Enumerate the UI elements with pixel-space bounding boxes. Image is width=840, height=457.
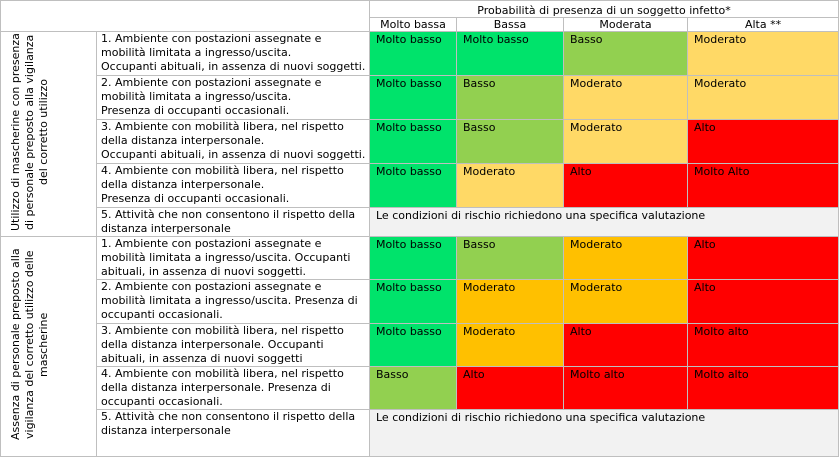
risk-cell-molto-basso: Molto basso bbox=[370, 32, 457, 76]
risk-cell-moderato: Moderato bbox=[564, 280, 688, 324]
risk-cell-alto: Alto bbox=[564, 324, 688, 367]
table-row bbox=[1, 75, 839, 120]
risk-cell-basso: Basso bbox=[457, 237, 564, 280]
section-label: Assenza di personale preposto alla vigilanza del corretto utilizzo delle mascherine bbox=[8, 248, 50, 441]
risk-cell-molto-basso: Molto basso bbox=[370, 75, 457, 120]
risk-cell-basso: Basso bbox=[457, 120, 564, 164]
risk-cell-alto: Alto bbox=[688, 237, 839, 280]
scenario-description: 1. Ambiente con postazioni assegnate e mobilità limitata a ingresso/uscita. Occupanti abituali, in assenza di nuovi soggetti. bbox=[97, 32, 370, 76]
risk-cell-alto: Alto bbox=[688, 120, 839, 164]
table-row bbox=[1, 324, 839, 367]
section-label: Utilizzo di mascherine con presenza di personale preposto alla vigilanza del corretto utilizzo bbox=[8, 33, 50, 231]
scenario-description: 3. Ambiente con mobilità libera, nel rispetto della distanza interpersonale. Occupanti abituali, in assenza di nuovi soggetti. bbox=[97, 120, 370, 164]
table-row bbox=[1, 32, 839, 76]
section-label-cell bbox=[1, 237, 97, 457]
scenario-description: 2. Ambiente con postazioni assegnate e mobilità limitata a ingresso/uscita. Presenza di occupanti occasionali. bbox=[97, 280, 370, 324]
column-header-moderata: Moderata bbox=[564, 18, 688, 32]
table-row bbox=[1, 367, 839, 410]
risk-cell-basso: Basso bbox=[564, 32, 688, 76]
risk-cell-moderato-light: Moderato bbox=[564, 120, 688, 164]
risk-cell-alto: Molto alto bbox=[564, 367, 688, 410]
probability-header: Probabilità di presenza di un soggetto infetto* bbox=[370, 1, 839, 18]
column-header-bassa: Bassa bbox=[457, 18, 564, 32]
table-row bbox=[1, 410, 839, 457]
risk-cell-alto: Alto bbox=[564, 163, 688, 207]
table-row bbox=[1, 207, 839, 236]
risk-cell-alto: Molto alto bbox=[688, 324, 839, 367]
scenario-description: 1. Ambiente con postazioni assegnate e mobilità limitata a ingresso/uscita. Occupanti abituali, in assenza di nuovi soggetti. bbox=[97, 237, 370, 280]
risk-cell-molto-basso: Molto basso bbox=[370, 237, 457, 280]
table-row bbox=[1, 237, 839, 280]
evaluation-note: Le condizioni di rischio richiedono una specifica valutazione bbox=[370, 410, 839, 457]
risk-cell-moderato-light: Moderato bbox=[688, 75, 839, 120]
table-row bbox=[1, 280, 839, 324]
risk-cell-molto-basso: Molto basso bbox=[370, 163, 457, 207]
risk-cell-molto-basso: Molto basso bbox=[370, 324, 457, 367]
risk-cell-alto: Alto bbox=[688, 280, 839, 324]
risk-cell-moderato-light: Moderato bbox=[688, 32, 839, 76]
risk-cell-molto-basso: Molto basso bbox=[457, 32, 564, 76]
scenario-description: 5. Attività che non consentono il rispetto della distanza interpersonale bbox=[97, 410, 370, 457]
risk-cell-moderato: Moderato bbox=[457, 280, 564, 324]
scenario-description: 3. Ambiente con mobilità libera, nel rispetto della distanza interpersonale. Occupanti abituali, in assenza di nuovi soggetti bbox=[97, 324, 370, 367]
risk-cell-alto: Alto bbox=[457, 367, 564, 410]
table-row bbox=[1, 163, 839, 207]
scenario-description: 2. Ambiente con postazioni assegnate e mobilità limitata a ingresso/uscita. Presenza di occupanti occasionali. bbox=[97, 75, 370, 120]
risk-cell-alto: Molto alto bbox=[688, 367, 839, 410]
risk-cell-basso: Basso bbox=[457, 75, 564, 120]
risk-cell-moderato: Moderato bbox=[457, 324, 564, 367]
corner-empty-cell bbox=[1, 1, 370, 32]
column-header-molto-bassa: Molto bassa bbox=[370, 18, 457, 32]
risk-cell-basso: Basso bbox=[370, 367, 457, 410]
column-header-alta: Alta ** bbox=[688, 18, 839, 32]
scenario-description: 4. Ambiente con mobilità libera, nel rispetto della distanza interpersonale. Presenza di occupanti occasionali. bbox=[97, 367, 370, 410]
risk-cell-moderato-light: Moderato bbox=[564, 75, 688, 120]
scenario-description: 5. Attività che non consentono il rispetto della distanza interpersonale bbox=[97, 207, 370, 236]
risk-cell-molto-basso: Molto basso bbox=[370, 120, 457, 164]
section-label-cell bbox=[1, 32, 97, 237]
scenario-description: 4. Ambiente con mobilità libera, nel rispetto della distanza interpersonale. Presenza di occupanti occasionali. bbox=[97, 163, 370, 207]
evaluation-note: Le condizioni di rischio richiedono una specifica valutazione bbox=[370, 207, 839, 236]
table-row bbox=[1, 120, 839, 164]
risk-cell-moderato-light: Moderato bbox=[457, 163, 564, 207]
risk-cell-alto: Molto Alto bbox=[688, 163, 839, 207]
risk-cell-moderato: Moderato bbox=[564, 237, 688, 280]
risk-cell-molto-basso: Molto basso bbox=[370, 280, 457, 324]
